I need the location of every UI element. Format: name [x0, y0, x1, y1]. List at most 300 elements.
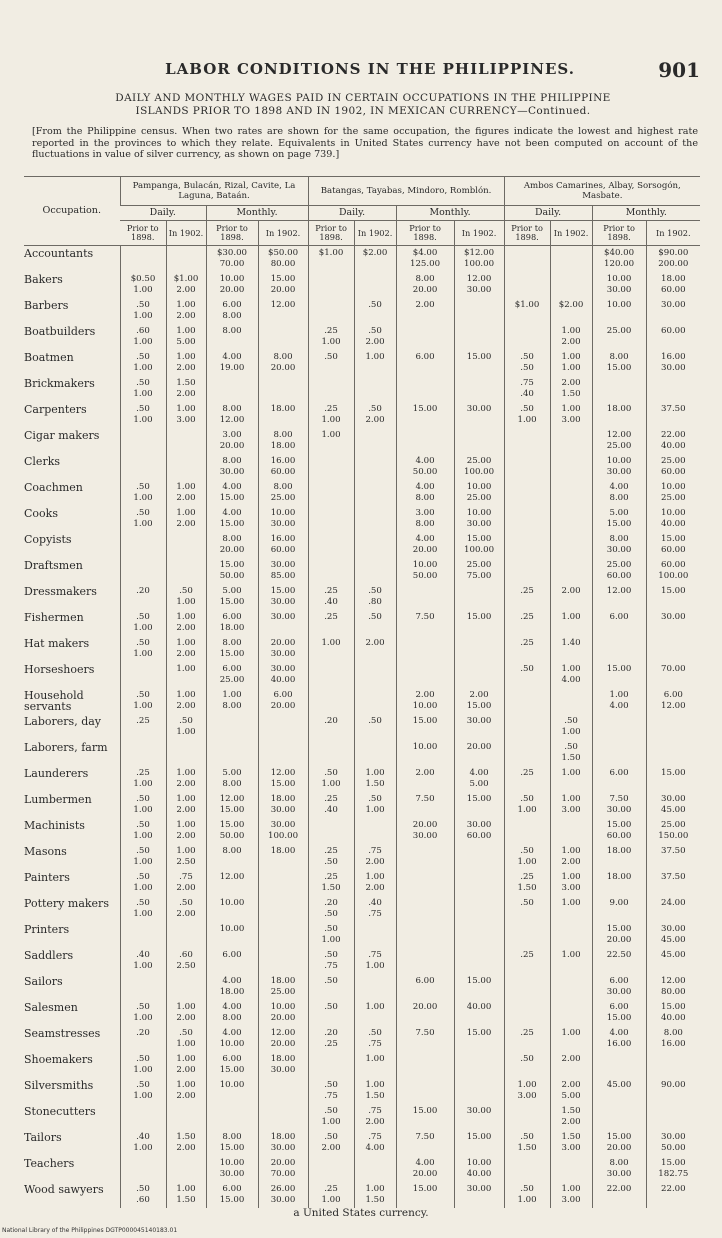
- wage-cell: .75 2.00: [166, 870, 206, 896]
- wage-cell: 30.00 45.00: [646, 922, 700, 948]
- wage-cell: [120, 246, 166, 273]
- wage-cell: 16.00 60.00: [258, 532, 308, 558]
- wage-cell: [592, 1104, 646, 1130]
- wage-cell: [454, 870, 504, 896]
- wage-cell: 20.00: [396, 1000, 454, 1026]
- in1902-header: In 1902.: [166, 221, 206, 246]
- wage-cell: 15.00 20.00: [592, 1130, 646, 1156]
- daily-header: Daily.: [504, 206, 592, 221]
- wage-cell: 1.00: [354, 1000, 396, 1026]
- wage-cell: $40.00 120.00: [592, 246, 646, 273]
- wage-cell: 12.00 15.00: [206, 792, 258, 818]
- table-row: [24, 1026, 700, 1052]
- wage-cell: .50 1.00: [120, 350, 166, 376]
- wage-cell: 37.50: [646, 402, 700, 428]
- wage-cell: 1.00 2.00: [166, 1078, 206, 1104]
- wage-cell: .50 1.00: [504, 402, 550, 428]
- wage-cell: .25 .40: [308, 792, 354, 818]
- table-row: [24, 272, 700, 298]
- wage-cell: 1.40: [550, 636, 592, 662]
- wage-cell: [166, 428, 206, 454]
- wage-cell: .25 1.50: [308, 870, 354, 896]
- wage-cell: [166, 532, 206, 558]
- wage-cell: 1.00 2.00: [354, 870, 396, 896]
- wage-cell: [504, 454, 550, 480]
- wage-cell: .50 1.00: [120, 870, 166, 896]
- wage-cell: 10.00 20.00: [206, 272, 258, 298]
- table-row: [24, 922, 700, 948]
- wage-cell: 1.00: [166, 662, 206, 688]
- wage-cell: 18.00 30.00: [258, 792, 308, 818]
- wage-cell: 15.00 50.00: [206, 818, 258, 844]
- wage-cell: 15.00: [396, 1182, 454, 1208]
- wage-cell: 20.00 30.00: [396, 818, 454, 844]
- wage-cell: 10.00 30.00: [592, 454, 646, 480]
- wage-cell: 16.00 30.00: [646, 350, 700, 376]
- wage-cell: [454, 948, 504, 974]
- monthly-header: Monthly.: [206, 206, 308, 221]
- wage-cell: 18.00 30.00: [258, 1052, 308, 1078]
- occupation-cell: Carpenters: [24, 403, 87, 416]
- wage-cell: 1.00: [550, 896, 592, 922]
- wage-cell: 1.00 2.00: [166, 298, 206, 324]
- wage-cell: 1.00 2.00: [166, 350, 206, 376]
- wage-cell: $2.00: [354, 246, 396, 273]
- wage-cell: 1.00 1.50: [354, 1182, 396, 1208]
- table-row: [24, 506, 700, 532]
- wage-cell: 3.00 20.00: [206, 428, 258, 454]
- wage-cell: .50 1.00: [504, 792, 550, 818]
- table-row: [24, 376, 700, 402]
- wage-cell: [120, 974, 166, 1000]
- table-row: [24, 662, 700, 688]
- wage-cell: 45.00: [592, 1078, 646, 1104]
- wage-cell: 22.00: [646, 1182, 700, 1208]
- wage-cell: 1.00 2.00: [166, 766, 206, 792]
- wage-cell: 2.00 5.00: [550, 1078, 592, 1104]
- occupation-cell: Lumbermen: [24, 793, 92, 806]
- wage-cell: 7.50: [396, 1026, 454, 1052]
- wage-cell: [550, 246, 592, 273]
- wage-cell: 1.00: [308, 636, 354, 662]
- daily-header: Daily.: [120, 206, 206, 221]
- wage-cell: 4.00 8.00: [592, 480, 646, 506]
- wage-cell: 12.00 15.00: [258, 766, 308, 792]
- wage-cell: 12.00 80.00: [646, 974, 700, 1000]
- wage-cell: [120, 558, 166, 584]
- monthly-header: Monthly.: [592, 206, 700, 221]
- wage-cell: [396, 428, 454, 454]
- table-row: [24, 1182, 700, 1208]
- wage-cell: [166, 740, 206, 766]
- prior-header: Prior to 1898.: [396, 221, 454, 246]
- occupation-cell: Fishermen: [24, 611, 84, 624]
- wage-cell: 6.00: [396, 350, 454, 376]
- wage-cell: [396, 662, 454, 688]
- wage-cell: [646, 376, 700, 402]
- wage-cell: $1.00: [504, 298, 550, 324]
- wage-cell: [120, 1104, 166, 1130]
- wage-cell: .60 1.00: [120, 324, 166, 350]
- wage-cell: [166, 454, 206, 480]
- wage-cell: [354, 1156, 396, 1182]
- wage-cell: [504, 818, 550, 844]
- wage-cell: $1.00: [308, 246, 354, 273]
- wage-cell: .25: [120, 714, 166, 740]
- wage-cell: 30.00 50.00: [646, 1130, 700, 1156]
- wage-cell: .25 1.00: [120, 766, 166, 792]
- wage-cell: 30.00: [646, 298, 700, 324]
- wage-cell: [354, 688, 396, 714]
- wage-cell: .25: [504, 636, 550, 662]
- wage-cell: 15.00: [454, 1026, 504, 1052]
- wage-cell: 15.00 20.00: [592, 922, 646, 948]
- wage-cell: 8.00 18.00: [258, 428, 308, 454]
- wage-cell: 18.00: [592, 402, 646, 428]
- wage-cell: [308, 298, 354, 324]
- wage-cell: 22.00: [592, 1182, 646, 1208]
- wage-cell: 1.00 3.00: [550, 402, 592, 428]
- wage-cell: 8.00 12.00: [206, 402, 258, 428]
- table-row: [24, 480, 700, 506]
- wage-cell: 15.00 20.00: [258, 272, 308, 298]
- wage-cell: [258, 376, 308, 402]
- table-row: [24, 1052, 700, 1078]
- occupation-cell: Masons: [24, 845, 67, 858]
- wage-cell: [354, 662, 396, 688]
- wage-cell: .25: [504, 948, 550, 974]
- wage-cell: .40 1.00: [120, 1130, 166, 1156]
- wage-cell: 10.00 40.00: [646, 506, 700, 532]
- wage-cell: [354, 558, 396, 584]
- wage-cell: 10.00 30.00: [592, 272, 646, 298]
- table-row: [24, 740, 700, 766]
- wage-cell: [258, 870, 308, 896]
- wage-cell: .50 1.00: [120, 610, 166, 636]
- table-row: [24, 298, 700, 324]
- occupation-cell: Dressmakers: [24, 585, 97, 598]
- wage-cell: .50 1.00: [120, 402, 166, 428]
- wage-cell: .50 1.50: [504, 1130, 550, 1156]
- wage-cell: [354, 454, 396, 480]
- wage-cell: 6.00 18.00: [206, 610, 258, 636]
- wage-cell: 4.00 16.00: [592, 1026, 646, 1052]
- running-head: [40, 52, 700, 92]
- wage-cell: 1.00 2.00: [550, 324, 592, 350]
- wage-cell: 8.00 15.00: [206, 636, 258, 662]
- table-row: [24, 948, 700, 974]
- table-row: [24, 1078, 700, 1104]
- table-note: [From the Philippine census. When two rates are shown for the same occupation, the figures indicate the lowest and highest rate reported in the provinces to which they relate. Equivalents in United States currency have not been computed on account of the fluctuations in value of silver currency, as shown on page 739.]: [32, 126, 698, 161]
- wage-cell: [396, 324, 454, 350]
- attribution: National Library of the Philippines DGTP000045140183.01: [2, 1227, 178, 1234]
- wage-cell: [396, 870, 454, 896]
- wage-cell: 12.00 30.00: [454, 272, 504, 298]
- wage-cell: 1.00 1.50: [354, 1078, 396, 1104]
- wage-cell: .25 .50: [308, 844, 354, 870]
- occupation-cell: Laborers, day: [24, 715, 102, 728]
- table-row: [24, 974, 700, 1000]
- wage-cell: [504, 506, 550, 532]
- wage-cell: $30.00 70.00: [206, 246, 258, 273]
- occupation-cell: Shoemakers: [24, 1053, 93, 1066]
- wage-cell: .50: [504, 662, 550, 688]
- wage-cell: [120, 922, 166, 948]
- wage-cell: 6.00 30.00: [592, 974, 646, 1000]
- wage-cell: [354, 740, 396, 766]
- wage-cell: 18.00: [258, 402, 308, 428]
- table-row: [24, 1000, 700, 1026]
- wage-cell: 4.00 20.00: [396, 1156, 454, 1182]
- wage-cell: 1.00 3.00: [504, 1078, 550, 1104]
- wage-cell: 25.00 75.00: [454, 558, 504, 584]
- wage-cell: [308, 688, 354, 714]
- occupation-cell: Boatmen: [24, 351, 74, 364]
- wage-cell: [258, 714, 308, 740]
- wage-cell: .20: [120, 584, 166, 610]
- table-row: [24, 818, 700, 844]
- wage-cell: 90.00: [646, 1078, 700, 1104]
- wage-cell: [396, 584, 454, 610]
- wage-cell: 12.00 20.00: [258, 1026, 308, 1052]
- wage-cell: 15.00: [454, 792, 504, 818]
- wage-cell: $90.00 200.00: [646, 246, 700, 273]
- wage-cell: 6.00: [592, 766, 646, 792]
- wage-cell: 10.00 20.00: [258, 1000, 308, 1026]
- wage-cell: [308, 662, 354, 688]
- wage-cell: .50 1.00: [308, 766, 354, 792]
- wage-cell: .50 1.00: [120, 506, 166, 532]
- wage-cell: 30.00 45.00: [646, 792, 700, 818]
- wage-cell: .75 2.00: [354, 844, 396, 870]
- wage-cell: 37.50: [646, 870, 700, 896]
- wage-cell: $0.50 1.00: [120, 272, 166, 298]
- wage-cell: [454, 324, 504, 350]
- table-row: [24, 844, 700, 870]
- wage-cell: 8.00 25.00: [258, 480, 308, 506]
- wage-cell: 25.00 100.00: [454, 454, 504, 480]
- wage-cell: 1.00: [550, 610, 592, 636]
- daily-header: Daily.: [308, 206, 396, 221]
- wage-cell: .50 1.00: [504, 1182, 550, 1208]
- wage-cell: 2.00 1.50: [550, 376, 592, 402]
- occupation-cell: Barbers: [24, 299, 69, 312]
- wage-cell: [354, 532, 396, 558]
- wage-cell: 10.00 25.00: [646, 480, 700, 506]
- wage-cell: 10.00 50.00: [396, 558, 454, 584]
- wage-rows: [24, 246, 700, 1209]
- wage-cell: 15.00 30.00: [258, 584, 308, 610]
- wage-cell: 5.00 8.00: [206, 766, 258, 792]
- occupation-cell: Boatbuilders: [24, 325, 96, 338]
- wage-cell: [258, 1104, 308, 1130]
- wage-cell: 20.00: [454, 740, 504, 766]
- wage-cell: .50 1.00: [504, 844, 550, 870]
- wage-cell: 1.00 2.00: [166, 636, 206, 662]
- wage-cell: 1.00 3.00: [550, 792, 592, 818]
- wage-cell: [354, 480, 396, 506]
- wage-cell: 25.00 60.00: [646, 454, 700, 480]
- wage-cell: .50 1.00: [354, 792, 396, 818]
- wage-cell: .25 .40: [308, 584, 354, 610]
- running-title: LABOR CONDITIONS IN THE PHILIPPINES.: [165, 60, 575, 78]
- wage-cell: .50 1.00: [166, 714, 206, 740]
- wage-cell: .75 1.00: [354, 948, 396, 974]
- wage-cell: .50 2.00: [166, 896, 206, 922]
- wage-cell: 30.00: [454, 1182, 504, 1208]
- wage-cell: .50 1.00: [550, 714, 592, 740]
- wage-cell: 15.00 40.00: [646, 1000, 700, 1026]
- occupation-cell: Teachers: [24, 1157, 75, 1170]
- wage-cell: 20.00 30.00: [258, 636, 308, 662]
- wage-cell: [308, 558, 354, 584]
- wage-cell: [504, 688, 550, 714]
- wage-cell: 6.00 15.00: [206, 1182, 258, 1208]
- wage-cell: 8.00 30.00: [592, 1156, 646, 1182]
- wage-cell: 1.00 2.00: [166, 792, 206, 818]
- wage-cell: [592, 636, 646, 662]
- wage-cell: .20 .50: [308, 896, 354, 922]
- wage-cell: [396, 922, 454, 948]
- occupation-cell: Accountants: [24, 247, 94, 260]
- wage-cell: 26.00 30.00: [258, 1182, 308, 1208]
- wage-cell: 2.00: [354, 636, 396, 662]
- wage-cell: [120, 662, 166, 688]
- wage-cell: [504, 558, 550, 584]
- wage-cell: 10.00 25.00: [454, 480, 504, 506]
- table-row: [24, 454, 700, 480]
- table-row: [24, 428, 700, 454]
- wage-cell: 2.00: [396, 298, 454, 324]
- wage-cell: [166, 974, 206, 1000]
- wage-cell: 8.00 15.00: [592, 350, 646, 376]
- wages-table: [24, 176, 700, 1208]
- wage-cell: [550, 1156, 592, 1182]
- wage-cell: .75 2.00: [354, 1104, 396, 1130]
- wage-cell: 4.00 8.00: [396, 480, 454, 506]
- wage-cell: .25: [504, 610, 550, 636]
- wage-cell: [354, 272, 396, 298]
- wage-cell: [396, 636, 454, 662]
- wage-cell: .60 2.50: [166, 948, 206, 974]
- occupation-cell: Silversmiths: [24, 1079, 94, 1092]
- wage-cell: 12.00: [258, 298, 308, 324]
- wage-cell: [592, 1052, 646, 1078]
- wage-cell: 1.00: [354, 350, 396, 376]
- footnote: a United States currency.: [293, 1207, 429, 1219]
- wage-cell: .50: [504, 1052, 550, 1078]
- wage-cell: 4.00 18.00: [206, 974, 258, 1000]
- wage-cell: 30.00 60.00: [454, 818, 504, 844]
- wage-cell: [308, 818, 354, 844]
- wage-cell: 12.00 25.00: [592, 428, 646, 454]
- wage-cell: 1.00 2.00: [166, 506, 206, 532]
- wage-cell: 2.00: [550, 584, 592, 610]
- wage-cell: .25: [504, 1026, 550, 1052]
- wage-cell: .25: [504, 766, 550, 792]
- wage-cell: 40.00: [454, 1000, 504, 1026]
- wage-cell: .50: [354, 610, 396, 636]
- wage-cell: [258, 896, 308, 922]
- wage-cell: .50 1.00: [120, 480, 166, 506]
- wage-cell: [550, 688, 592, 714]
- wage-cell: 15.00: [592, 662, 646, 688]
- wage-cell: 1.00 4.00: [550, 662, 592, 688]
- prior-header: Prior to 1898.: [120, 221, 166, 246]
- table-row: [24, 1104, 700, 1130]
- wage-cell: 8.00: [206, 844, 258, 870]
- wage-cell: [396, 1052, 454, 1078]
- wage-cell: [206, 376, 258, 402]
- wage-cell: 1.00 2.50: [166, 844, 206, 870]
- table-row: [24, 1156, 700, 1182]
- wage-cell: $2.00: [550, 298, 592, 324]
- wage-cell: 1.00 2.00: [166, 610, 206, 636]
- wage-cell: [504, 922, 550, 948]
- group-header: Ambos Camarines, Albay, Sorsogón, Masbate.: [504, 177, 700, 206]
- wage-cell: [454, 662, 504, 688]
- wage-cell: .50 1.00: [308, 1104, 354, 1130]
- table-row: [24, 324, 700, 350]
- wage-cell: 15.00 60.00: [646, 532, 700, 558]
- group-header: Pampanga, Bulacán, Rizal, Cavite, La Laguna, Bataán.: [120, 177, 308, 206]
- table-row: [24, 714, 700, 740]
- wage-cell: 30.00: [454, 1104, 504, 1130]
- wage-cell: 6.00 15.00: [592, 1000, 646, 1026]
- in1902-header: In 1902.: [454, 221, 504, 246]
- wage-cell: 30.00: [646, 610, 700, 636]
- wage-cell: .50 .75: [308, 1078, 354, 1104]
- wage-cell: 30.00: [454, 402, 504, 428]
- wage-cell: 4.00 15.00: [206, 506, 258, 532]
- table-row: [24, 558, 700, 584]
- wage-cell: [120, 454, 166, 480]
- wage-cell: .50 .60: [120, 1182, 166, 1208]
- wage-cell: [258, 1078, 308, 1104]
- wage-cell: [454, 922, 504, 948]
- wage-cell: $50.00 80.00: [258, 246, 308, 273]
- wage-cell: .20: [308, 714, 354, 740]
- wage-cell: [504, 246, 550, 273]
- wage-cell: 7.50 30.00: [592, 792, 646, 818]
- wage-cell: [592, 376, 646, 402]
- wage-cell: .50 2.00: [354, 402, 396, 428]
- occupation-cell: Cooks: [24, 507, 58, 520]
- wage-cell: [504, 974, 550, 1000]
- prior-header: Prior to 1898.: [308, 221, 354, 246]
- wage-cell: .50 1.00: [166, 1026, 206, 1052]
- wage-cell: .50 1.00: [120, 376, 166, 402]
- wage-cell: .40 .75: [354, 896, 396, 922]
- page-number: 901: [658, 58, 700, 82]
- wage-cell: 10.00 40.00: [454, 1156, 504, 1182]
- wage-cell: [454, 844, 504, 870]
- wage-cell: .50: [308, 1000, 354, 1026]
- wage-cell: [120, 740, 166, 766]
- wage-cell: 8.00 20.00: [258, 350, 308, 376]
- table-title-line: ISLANDS PRIOR TO 1898 AND IN 1902, IN MEXICAN CURRENCY—Continued.: [135, 105, 591, 117]
- wage-cell: [646, 1104, 700, 1130]
- wage-cell: .25: [308, 610, 354, 636]
- occupation-cell: Brickmakers: [24, 377, 95, 390]
- wage-cell: 30.00: [454, 714, 504, 740]
- wage-cell: 10.00: [396, 740, 454, 766]
- wage-cell: 8.00 30.00: [206, 454, 258, 480]
- wage-cell: 37.50: [646, 844, 700, 870]
- wage-cell: 6.00 12.00: [646, 688, 700, 714]
- wage-cell: [550, 558, 592, 584]
- wage-cell: [206, 740, 258, 766]
